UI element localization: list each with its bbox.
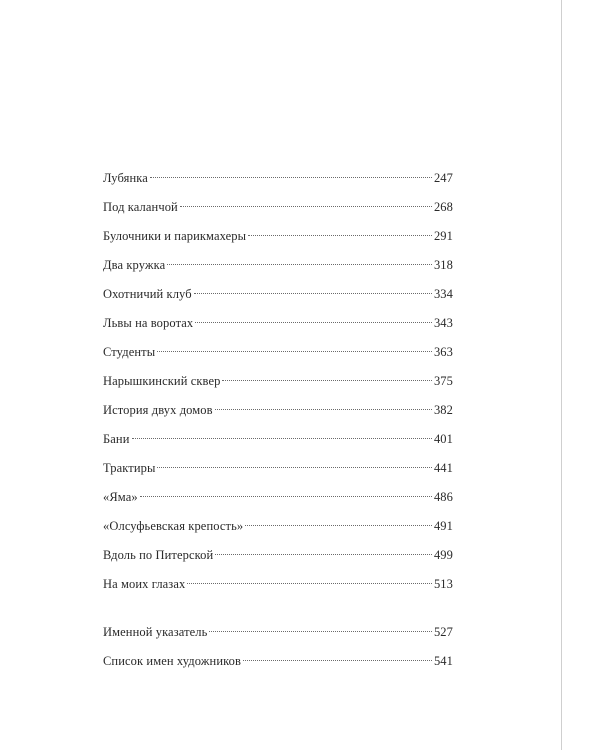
- toc-entry-page: 513: [433, 577, 453, 591]
- toc-leader-dots: [140, 496, 432, 497]
- toc-entry-title: Лубянка: [103, 171, 148, 185]
- toc-entry-page: 441: [433, 461, 453, 475]
- toc-entry-page: 247: [433, 171, 453, 185]
- toc-entry-title: «Яма»: [103, 490, 138, 504]
- toc-entry: [103, 197, 453, 226]
- toc-entry-title: Львы на воротах: [103, 316, 194, 330]
- toc-entry: [103, 516, 453, 545]
- toc-entry: [103, 371, 453, 400]
- toc-leader-dots: [215, 409, 432, 410]
- toc-leader-dots: [209, 631, 432, 632]
- table-of-contents-appendix: [103, 622, 453, 680]
- toc-leader-dots: [180, 206, 432, 207]
- toc-entry-page: 291: [433, 229, 453, 243]
- toc-entry: [103, 400, 453, 429]
- toc-entry-page: 334: [433, 287, 453, 301]
- toc-entry-title: Под каланчой: [103, 200, 178, 214]
- toc-entry-page: 375: [433, 374, 453, 388]
- toc-entry-title: Бани: [103, 432, 130, 446]
- toc-leader-dots: [215, 554, 432, 555]
- toc-entry-page: 527: [433, 625, 453, 639]
- page-edge-divider: [561, 0, 562, 750]
- toc-leader-dots: [243, 660, 432, 661]
- table-of-contents-main: [103, 168, 453, 603]
- toc-entry-page: 499: [433, 548, 453, 562]
- toc-entry-title: Два кружка: [103, 258, 166, 272]
- toc-entry-page: 486: [433, 490, 453, 504]
- toc-entry: [103, 574, 453, 603]
- toc-entry-page: 268: [433, 200, 453, 214]
- toc-entry: [103, 458, 453, 487]
- toc-entry: [103, 651, 453, 680]
- toc-entry: [103, 313, 453, 342]
- toc-leader-dots: [222, 380, 431, 381]
- toc-entry-title: Список имен художников: [103, 654, 242, 668]
- toc-entry: [103, 429, 453, 458]
- toc-entry: [103, 226, 453, 255]
- toc-leader-dots: [167, 264, 432, 265]
- toc-entry-page: 491: [433, 519, 453, 533]
- toc-entry-title: История двух домов: [103, 403, 213, 417]
- toc-leader-dots: [195, 322, 432, 323]
- toc-leader-dots: [150, 177, 432, 178]
- toc-entry-title: Нарышкинский сквер: [103, 374, 221, 388]
- toc-entry: [103, 342, 453, 371]
- toc-entry-page: 318: [433, 258, 453, 272]
- toc-entry: [103, 622, 453, 651]
- toc-entry-title: Булочники и парикмахеры: [103, 229, 247, 243]
- toc-entry-title: На моих глазах: [103, 577, 186, 591]
- toc-entry-page: 401: [433, 432, 453, 446]
- toc-leader-dots: [187, 583, 432, 584]
- toc-leader-dots: [157, 351, 432, 352]
- toc-entry-title: Охотничий клуб: [103, 287, 192, 301]
- toc-entry: [103, 255, 453, 284]
- toc-leader-dots: [132, 438, 432, 439]
- toc-entry-title: Вдоль по Питерской: [103, 548, 214, 562]
- toc-entry: [103, 487, 453, 516]
- toc-entry-page: 343: [433, 316, 453, 330]
- toc-entry-title: Студенты: [103, 345, 156, 359]
- toc-entry: [103, 284, 453, 313]
- toc-leader-dots: [248, 235, 432, 236]
- toc-entry-title: Именной указатель: [103, 625, 208, 639]
- toc-entry: [103, 545, 453, 574]
- toc-leader-dots: [194, 293, 432, 294]
- toc-leader-dots: [157, 467, 431, 468]
- toc-leader-dots: [245, 525, 432, 526]
- toc-entry-page: 541: [433, 654, 453, 668]
- toc-entry-title: «Олсуфьевская крепость»: [103, 519, 244, 533]
- toc-entry: [103, 168, 453, 197]
- toc-entry-page: 382: [433, 403, 453, 417]
- toc-entry-title: Трактиры: [103, 461, 156, 475]
- toc-entry-page: 363: [433, 345, 453, 359]
